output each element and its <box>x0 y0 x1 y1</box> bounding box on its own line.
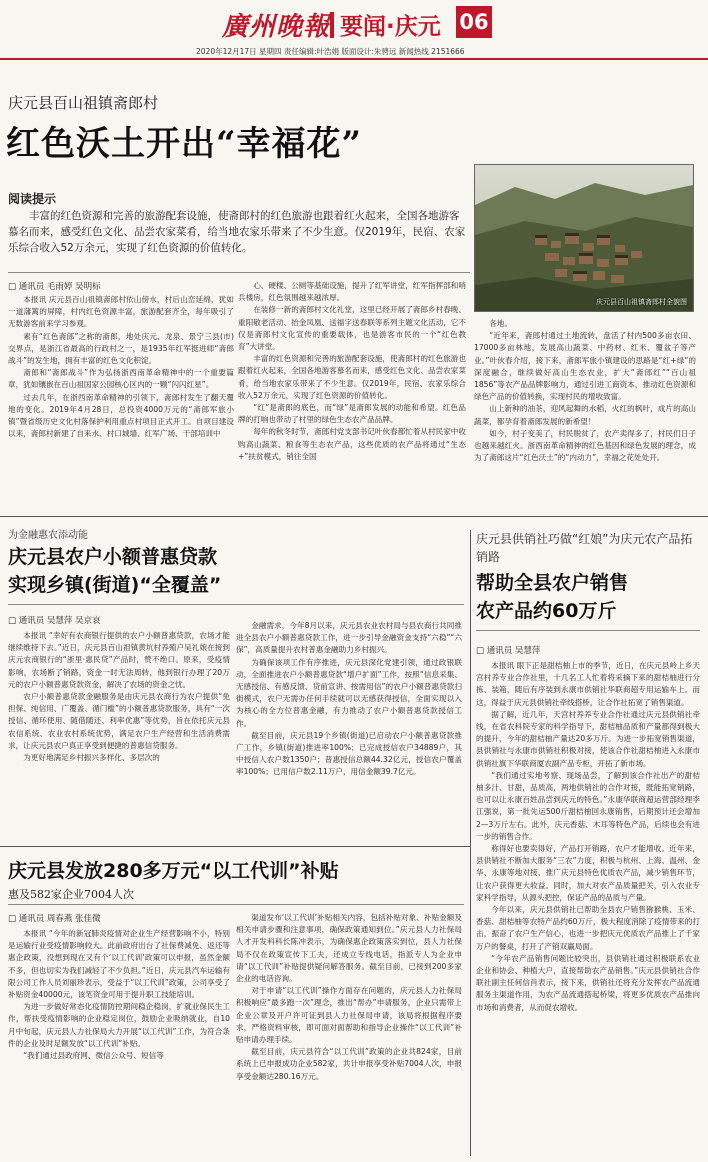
story1-column-1 <box>8 294 234 500</box>
story2-column-1 <box>8 630 230 840</box>
story1-c1-p3: 斋郎和“斋郎战斗”作为弘扬浙西南革命精神中的一个重要篇章，犹如镶嵌在百山祖国家公园核心区内的一颗“闪闪红星”。 <box>8 368 234 390</box>
section-title: 要闻·庆元 <box>340 14 441 40</box>
story4-c1-p3: “我们通过县政府网、微信公众号、短信等 <box>23 1051 164 1061</box>
story1-c3-p4: 如今，村子变美了，村民脱贫了，农产卖得多了，村民们日子也越来越红火。浙西南革命精神的红色基因和绿色发展的理念，成为了斋郎这片“红色沃土”的“内动力”，幸福之花处处开。 <box>474 428 696 463</box>
column-divider <box>470 530 471 1156</box>
story3-headline-line1: 帮助全县农户销售 <box>476 572 629 594</box>
story1-c1-p1: 本报讯 庆元县百山祖镇斋郎村依山傍水，村后山峦延绵，犹如一道藩篱的屏障，村内红色资源丰富，旅游配套齐全，每年吸引了无数游客前来学习参观。 <box>8 295 234 329</box>
story2-c2-p3: 截至目前，庆元县19个乡镇(街道)已启动农户小额普惠贷款推广工作，乡镇(街道)推进率100%；已完成授信农户34889户，其中授信人农户数1350户；普惠授信总额44.32亿元，授信农户覆盖率100%；已用信户数2.11万户，用信金额39.7亿元。 <box>236 730 462 777</box>
story2-c1-p2: 农户小额普惠贷款金融服务是由庆元县农商行为农户提供“免担保、纯信用、广覆盖、循门槛”的小额普惠贷款服务，具有“一次授信、循环使用、随借随还、利率优惠”等优势，旨在依托庆元县农信系统、农业农村系统优势，满足农户生产经营和生活消费需求，让庆元县农户真正享受到便捷的普惠信贷服务。 <box>8 692 230 750</box>
story2-head-rule <box>8 604 464 605</box>
story4-column-2 <box>236 912 462 1156</box>
story4-head-rule <box>8 904 464 905</box>
story4-c2-p2: 对于申请“以工代训”操作方面存在问题的，庆元县人力社保局积极响应“最多跑一次”理念，推出“帮办”申请服务，企业只需带上企业公章及开户许可证到县人力社保局申请，该局将根据程序要求，严格资料审核，即可面对面帮助和指导企业操作“以工代训”补贴申请办理手续。 <box>236 986 462 1045</box>
story1-headline: 红色沃土开出“幸福花” <box>6 124 363 164</box>
story4-c2-p1: 渠道发布‘以工代训’补贴相关内容，包括补贴对象、补贴金额及相关申请步骤和注意事项，确保政策通知到位。”庆元县人力社保局人才开发科科长陈冲表示，为确保惠企政策落实到位，县人力社保局不仅在政策宣传下工夫，还成立专线电话，指派专人为企业申请“以工代训”补贴提供疑问解答服务。截至目前，已接到200多家企业的电话咨询。 <box>236 913 462 984</box>
story1-c2-p1: 心、硬楼、公厕等基础设施，提升了红军讲堂，红军指挥部和哨兵楼房，红色氛围越来越浓厚。 <box>238 281 466 303</box>
story4-c1-p1: 本报讯 “今年的新冠肺炎疫情对企业生产经营影响不小，特别是运输行业受疫情影响较大。此前政府出台了社保费减免、返还等惠企政策，没想到现在又有个‘以工代训’政策可以申报，虽然金额不多，但也切实为我们减轻了不少负担。”近日，庆元县汽车运输有限公司工作人员刘丽珍表示，受益于“以工代训”政策，公司享受了补贴资金40000元，该笔资金可用于提升职工技能培训。 <box>8 929 230 1000</box>
story3-byline: □ 通讯员 吴慧萍 <box>476 646 541 656</box>
story3-head-rule <box>476 630 700 631</box>
story1-byline: □ 通讯员 毛雨婷 吴明标 <box>8 282 101 292</box>
story4-headline: 庆元县发放280多万元“以工代训”补贴 <box>8 860 339 882</box>
section-rule-1 <box>0 516 708 517</box>
masthead-rule <box>0 58 708 60</box>
story2-column-2 <box>236 620 462 840</box>
story4-byline: □ 通讯员 周春燕 张佳微 <box>8 914 101 924</box>
story1-lead: 丰富的红色资源和完善的旅游配套设施，使斋郎村的红色旅游也跟着红火起来，全国各地游客慕名而来，感受红色文化、品尝农家菜肴，给当地农家乐带来了不少生意。仅2019年，民宿、农家乐综合收入52万余元，实现了红色资源的价值转化。 <box>8 210 466 254</box>
story4-subhead: 惠及582家企业7004人次 <box>8 888 134 901</box>
story3-column <box>476 660 700 1156</box>
village-photo-art <box>475 165 693 311</box>
story1-c2-p3: 丰富的红色资源和完善的旅游配套设施，使斋郎村的红色旅游也跟着红火起来，全国各地游客慕名而来，感受红色文化、品尝农家菜肴，给当地农家乐带来了不少生意。仅2019年，民宿、农家乐综合收入52万余元，实现了红色资源的价值转化。 <box>238 354 466 400</box>
story3-p5: 今年以来，庆元县供销社已帮助全县农户销售猕猴桃、玉米、香菇、甜桔柚等农特产品约60万斤，极大程度消除了疫情带来的打击，振奋了农户生产信心，也进一步把庆元优质农产品推上了千家万户的餐桌，打开了产销双赢局面。 <box>476 905 700 951</box>
story4-c1-p2: 为进一步做好常态化疫情防控期间稳企稳岗，扩就业保民生工作，帮扶受疫情影响的企业稳定岗位，鼓励企业吸纳就业，自10月中旬起，庆元县人力社保局大力开展“以工代训”工作，为符合条件的企业及时足额发放“以工代训”补贴。 <box>8 1002 230 1048</box>
story3-p2: 据了解，近几年，天宫村养养专业合作社通过庆元县供销社牵线，在省农科院专家的科学指导下，甜桔柚品质和产量都得到极大的提升，今年的甜桔柚产量达20多万斤。为进一步拓宽销售渠道，县供销社与永康市供销社积极对接，使该合作社甜桔柚进入永康市供销社旗下华联商厦农副产品专柜，开拓了新市场。 <box>476 709 700 768</box>
story2-c1-p1: 本报讯 “幸好有农商银行提供的农户小额普惠贷款，农场才能继续维持下去。”近日，庆元县百山祖镇黄坑村养殖户吴礼娘在接到庆元农商银行的“浙里·惠民贷”产品时，赞不绝口。原来，受疫情影响，农场断了销路，资金一时无法周转，他到银行办理了20万元的农户小额普惠贷款资金，解决了农场的资金之忧。 <box>8 631 230 689</box>
story1-column-2 <box>238 280 466 500</box>
story4-column-1 <box>8 928 230 1156</box>
story2-headline-line2: 实现乡镇(街道)“全覆盖” <box>8 574 222 596</box>
page-number-badge: 06 <box>456 6 492 38</box>
story4-c2-p3: 截至目前，庆元县符合“以工代训”政策的企业共824家，目前系统上已申报成功企业582家，共计申报享受补贴7004人次，申报享受金额达280.16万元。 <box>236 1047 462 1081</box>
story3-p6: “今年农产品销售问题比较突出，县供销社通过积极联系农业企业和协会、种植大户，直接帮助农产品销售。”庆元县供销社合作联社副主任何信肖表示，接下来，供销社还将充分发挥农产品流通服务主渠道作用，为农产品流通搭起桥梁，将更多优质农产品推向市场和消费者，从而促农增收。 <box>476 953 700 1012</box>
story3-p1: 本报讯 眼下正是甜桔柚上市的季节，近日，在庆元县岭上乡天宫村养专业合作社里，十几名工人忙着将采摘下来的甜桔柚进行分拣、装箱，随后有序装到永康市供销社华联商超专用运输车上。而这，得益于庆元县供销社牵线搭桥，让合作社拓宽了销售渠道。 <box>476 661 700 707</box>
story1-lead-rule <box>8 272 470 273</box>
story1-c3-p2: “近年来，斋郎村通过土地流转，盘活了村内500多亩农田、17000多亩林地，发展高山蔬菜、中药材、红米、覆盆子等产业。”叶伙春介绍，接下来，斋郎军旅小镇建设的思路是“红+绿”的深度融合，继续做好高山生态农业，扩大“斋郎红”“百山祖1856”等农产品品牌影响力，通过引进工商资本，推动红色资源和绿色产品的价值转换，实现村民的增收致富。 <box>474 331 696 402</box>
story2-c1-p3: 为更好地满足乡村振兴多样化、多层次的 <box>23 753 160 763</box>
story2-c2-p1: 金融需求，今年8月以来，庆元县农业农村局与县农商行共同推进全县农户小额普惠贷款工作，进一步引导金融资金支持“六稳”“六保”，高质量提升农村普惠金融助力乡村振兴。 <box>236 621 462 655</box>
story2-headline-line1: 庆元县农户小额普惠贷款 <box>8 546 218 568</box>
story2-byline: □ 通讯员 吴慧萍 吴京哀 <box>8 616 101 626</box>
story1-c2-p5: 每年的秋冬时节，斋郎村党支部书记叶伙春都忙着从村民家中收购高山蔬菜、粮食等生态农产品，这些优质的农产品将通过“生态+”扶贫模式，销往全国 <box>238 427 466 461</box>
photo-caption: 庆元县百山祖镇斋郎村全貌图 <box>596 298 687 306</box>
story3-p3: “我们通过实地考察、现场品尝，了解到该合作社出产的甜桔柚多汁、甘甜，品质高，两地供销社的合作对接，既能拓宽销路，也可以让永康百姓品尝到庆元的特色。”永康华联商超运营部经理李江强说，第一批先运500斤甜桔柚回永康销售，后期预计还会增加2—3万斤左右。此外，庆元香菇、木耳等特色产品，后续也会有进一步的销售合作。 <box>476 770 700 841</box>
story3-kicker: 庆元县供销社巧做“红娘”为庆元农产品拓销路 <box>476 532 693 564</box>
story1-lead-label: 阅读提示 <box>8 192 57 206</box>
story1-c2-p2: 在装修一新的斋郎村文化礼堂，这里已经开展了斋郎乡村春晚、重阳敬老活动、抬金凤凰、送福字送春联等系列主题文化活动，它不仅是斋郎村文化宣传的重要载体，也是游客市民的一个“红色教育”大讲堂。 <box>238 305 466 352</box>
masthead-divider <box>330 12 334 38</box>
story1-c2-p4: “红”是斋郎的底色，而“绿”是斋郎发展的动能和希望。红色品牌的打响也带动了村里的绿色生态农产品品牌。 <box>238 403 466 425</box>
story1-kicker: 庆元县百山祖镇斋郎村 <box>8 94 159 112</box>
story3-p4: 称得好也要卖得好，产品打开销路，农户才能增收。近年来，县供销社不断加大服务“三农”力度，积极与杭州、上海、温州、金华、永康等地对接，推广庆元县特色优质农产品，减少销售环节，让农户获得更大收益。同时，加大对农产品质量把关，引入农业专家科学指导，从源头把控，保证产品的品质与产量。 <box>476 844 700 902</box>
story1-c3-p1: 各地。 <box>489 319 512 328</box>
story1-c1-p4: 过去几年，在浙西南革命精神的引领下，斋郎村发生了翻天覆地的变化。2019年4月28日，总投资4000万元的“斋郎军旅小镇”暨省级历史文化村落保护利用重点村项目正式开工。自项目建设以来，斋郎村新建了自来水、村口城墙、红军广场、干部培训中 <box>8 392 234 439</box>
dateline: 2020年12月17日 星期四 责任编辑:叶浩娟 版面设计:朱骋远 新闻热线 2151666 <box>196 47 465 56</box>
story3-headline-line2: 农产品约60万斤 <box>476 600 617 622</box>
section-rule-2 <box>0 846 470 847</box>
newspaper-logo: 廣州晚報 <box>222 12 331 42</box>
village-photo <box>474 164 694 312</box>
story1-column-3 <box>474 318 696 506</box>
story2-kicker: 为金融惠农添动能 <box>8 530 88 541</box>
story1-c3-p3: 山上新种的油茶，迎风起舞的水稻，火红的枫叶，成片的高山蔬菜，都孕育着斋郎发展的新希望！ <box>474 404 696 426</box>
story1-c1-p2: 素有“红色斋郎”之称的斋郎，地处庆元、龙泉、景宁三县(市)交界点，是浙江省最高的行政村之一，是1935年红军挺进师“斋郎战斗”的发生地，拥有丰富的红色文化积淀。 <box>8 331 234 366</box>
story2-c2-p2: 为确保该项工作有序推进，庆元县深化党建引领，通过政银联动，全面推进农户小额普惠贷款“增户扩面”工作，按照“信息采集、无感授信、有感反馈、贷前宣讲、按需用信”的农户小额普惠贷款扫街模式，农户无需办任何手续就可以无感获得授信，全面实现以入为核心的全方位普惠金融，有力推动了农户小额普惠贷款授信工作。 <box>236 657 462 728</box>
